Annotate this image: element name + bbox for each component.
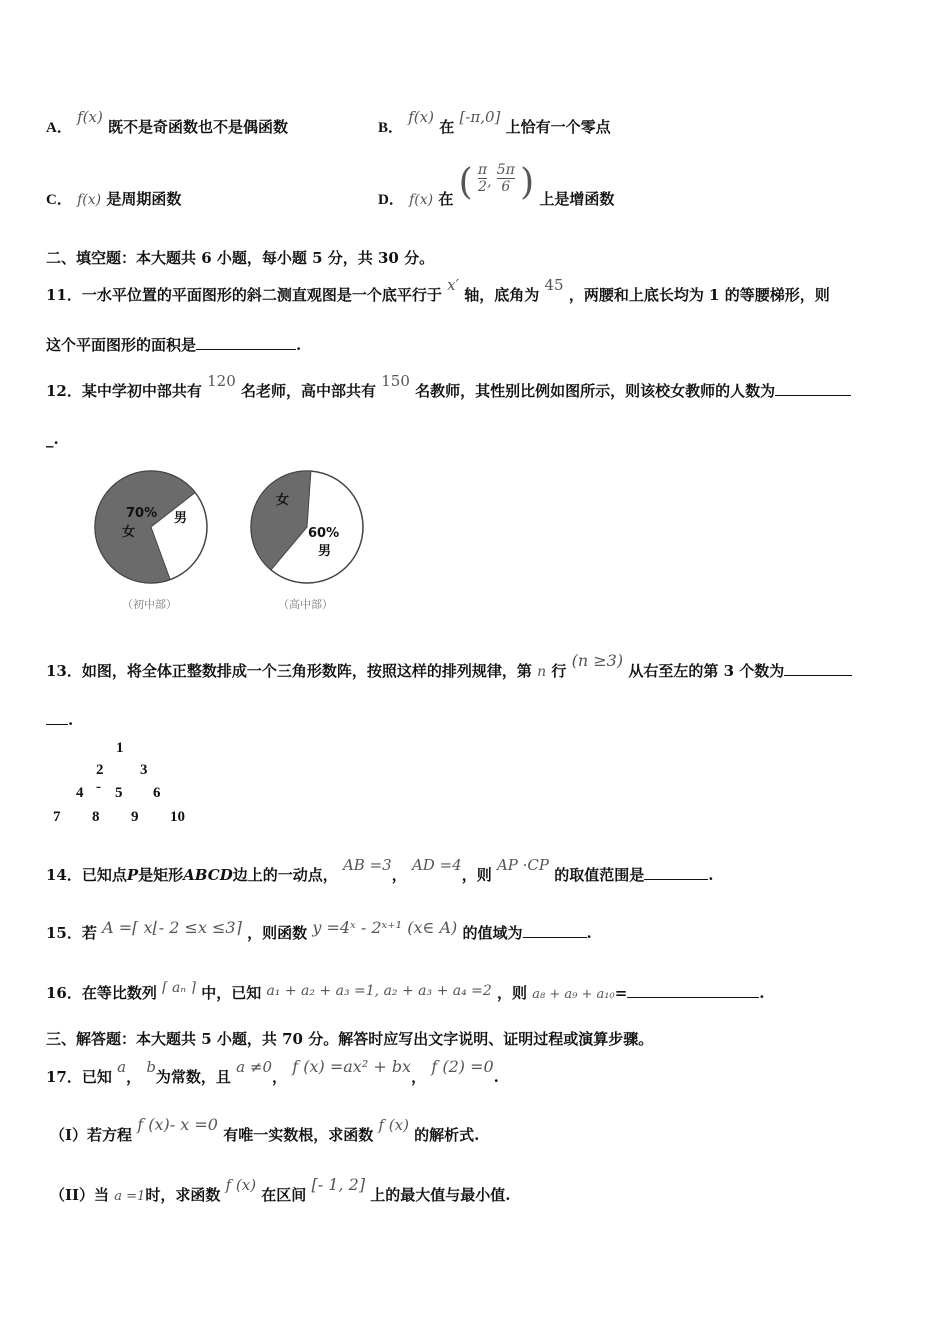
q17-1-fx: f (x) xyxy=(378,1116,409,1134)
q15-text-2: ，则函数 xyxy=(247,924,308,942)
q14-abcd: ABCD xyxy=(183,866,233,884)
q16-target: a₈ + a₉ + a₁₀ xyxy=(532,987,615,1002)
option-b-label: B． xyxy=(378,120,404,136)
q17-fx: f (x) =ax² + bx xyxy=(292,1057,412,1076)
tri-5: 5 xyxy=(115,785,123,801)
q12-num-2: 150 xyxy=(381,372,410,390)
q14-text-5: 的取值范围是 xyxy=(554,866,645,884)
q17-text-1: 17．已知 xyxy=(46,1068,112,1086)
q12-num-1: 120 xyxy=(207,372,236,390)
q17-2-text-2: 时，求函数 xyxy=(145,1186,221,1204)
question-17-part-2 xyxy=(50,1175,511,1205)
section-3-heading: 三、解答题：本大题共 5 小题，共 70 分。解答时应写出文字说明、证明过程或演算步骤。 xyxy=(46,1030,654,1048)
question-11 xyxy=(46,276,830,305)
section-2-heading: 二、填空题：本大题共 6 小题，每小题 5 分，共 30 分。 xyxy=(46,249,435,267)
q16-eq: = xyxy=(614,984,628,1002)
q13-end: . xyxy=(68,711,74,729)
q12-text-3: 名教师，其性别比例如图所示，则该校女教师的人数为 xyxy=(415,382,776,400)
q14-end: . xyxy=(708,866,714,884)
q13-text-1: 13．如图，将全体正整数排成一个三角形数阵，按照这样的排列规律，第 xyxy=(46,662,532,680)
option-c xyxy=(46,188,181,209)
q13-answer-blank-1[interactable] xyxy=(784,661,852,676)
q17-1-equation: f (x)- x =0 xyxy=(137,1115,218,1134)
option-c-text: 是周期函数 xyxy=(106,190,182,208)
q11-end: . xyxy=(296,336,302,354)
q15-function: y =4ˣ - 2ˣ⁺¹ xyxy=(312,918,403,937)
q17-1-text-3: 的解析式. xyxy=(414,1126,480,1144)
q11-angle: 45 xyxy=(544,276,564,294)
q14-text-1: 14．已知点 xyxy=(46,866,127,884)
q14-ab: AB =3 xyxy=(342,856,392,874)
question-17 xyxy=(46,1057,499,1087)
q16-text-1: 16．在等比数列 xyxy=(46,984,157,1002)
q17-a: a xyxy=(117,1058,127,1076)
tri-9: 9 xyxy=(131,809,139,825)
question-13 xyxy=(46,651,852,681)
pie-chart-senior xyxy=(246,470,376,590)
question-11-line-2 xyxy=(46,334,301,355)
q13-n: n xyxy=(537,664,547,680)
q17-comma-3: ， xyxy=(411,1068,427,1086)
pie1-big-label: 女 xyxy=(122,525,136,540)
option-b-interval: [-π,0] xyxy=(459,108,501,126)
q17-2-interval: [- 1, 2] xyxy=(311,1175,366,1194)
q11-text-2: 轴，底角为 xyxy=(464,286,540,304)
q16-end: . xyxy=(759,984,765,1002)
tri-3: 3 xyxy=(140,762,148,778)
frac2-num: 5π xyxy=(496,162,515,178)
q15-domain: (x∈ A) xyxy=(407,918,458,937)
q13-hang: 行 xyxy=(551,662,567,680)
tri-dash: - xyxy=(96,779,101,795)
q15-end: . xyxy=(586,924,592,942)
option-d-math: f(x) xyxy=(409,192,434,208)
option-c-label: C． xyxy=(46,192,72,208)
frac1-num: π xyxy=(477,162,488,178)
tri-6: 6 xyxy=(153,785,161,801)
q14-text-3: 边上的一动点， xyxy=(232,866,338,884)
q13-line-2 xyxy=(46,710,73,729)
q13-condition: (n ≥3) xyxy=(571,651,624,670)
pie2-big-pct: 60% xyxy=(308,526,340,541)
q17-2-text-4: 上的最大值与最小值. xyxy=(370,1186,511,1204)
pie2-small-label: 女 xyxy=(276,493,290,508)
q11-text-4: 这个平面图形的面积是 xyxy=(46,336,197,354)
option-a-math: f(x) xyxy=(77,108,103,126)
tri-1: 1 xyxy=(116,740,124,756)
q14-dot-product: AP ·CP xyxy=(496,856,549,874)
option-a-label: A． xyxy=(46,120,72,136)
option-b-math: f(x) xyxy=(408,108,434,126)
option-d-interval: ( $\frac{\pi}{2}$ , $\frac{5\pi}{6}$ ) xyxy=(458,162,535,203)
tri-8: 8 xyxy=(92,809,100,825)
frac1-den: 2 xyxy=(478,179,487,195)
q17-2-fx: f (x) xyxy=(225,1176,257,1194)
q17-2-a-eq-1: a =1 xyxy=(114,1189,146,1204)
q17-a-neq-0: a ≠0 xyxy=(236,1058,272,1076)
q14-comma: ， xyxy=(391,866,407,884)
q17-2-text-1: （II）当 xyxy=(50,1186,110,1204)
tri-10: 10 xyxy=(170,809,185,825)
q13-text-2: 从右至左的第 3 个数为 xyxy=(628,662,785,680)
q11-x-axis: x′ xyxy=(447,276,459,294)
q17-comma-1: ， xyxy=(126,1068,142,1086)
option-d xyxy=(378,162,614,212)
question-17-part-1 xyxy=(50,1115,480,1145)
pie1-big-pct: 70% xyxy=(126,506,158,521)
q14-answer-blank[interactable] xyxy=(644,865,708,880)
option-d-zai: 在 xyxy=(438,190,454,208)
q16-text-3: ，则 xyxy=(497,984,528,1002)
question-15 xyxy=(46,918,592,943)
q16-text-2: 中，已知 xyxy=(201,984,262,1002)
q16-sequence: ⌈ aₙ ⌉ xyxy=(162,980,196,996)
q13-answer-blank-2[interactable] xyxy=(46,710,68,725)
pie1-caption: （初中部） xyxy=(122,598,177,611)
pie-chart-junior xyxy=(90,470,220,590)
q17-1-text-2: 有唯一实数根，求函数 xyxy=(223,1126,374,1144)
option-b-zai: 在 xyxy=(439,118,455,136)
option-d-label: D． xyxy=(378,192,404,208)
question-16 xyxy=(46,982,765,1003)
q12-answer-blank[interactable] xyxy=(775,381,851,396)
q12-text-1: 12．某中学初中部共有 xyxy=(46,382,202,400)
q17-1-text-1: （I）若方程 xyxy=(50,1126,133,1144)
tri-4: 4 xyxy=(76,785,84,801)
q11-text-3: ，两腰和上底长均为 1 的等腰梯形，则 xyxy=(568,286,830,304)
pie2-caption: （高中部） xyxy=(278,598,333,611)
q15-text-1: 15．若 xyxy=(46,924,97,942)
option-c-math: f(x) xyxy=(77,192,102,208)
q16-condition: a₁ + a₂ + a₃ =1, a₂ + a₃ + a₄ =2 xyxy=(266,983,492,999)
q15-answer-blank[interactable] xyxy=(523,923,587,938)
q16-answer-blank[interactable] xyxy=(627,983,759,998)
option-d-text: 上是增函数 xyxy=(539,190,615,208)
frac2-den: 6 xyxy=(501,179,511,195)
q14-text-2: 是矩形 xyxy=(138,866,184,884)
q14-text-4: ，则 xyxy=(461,866,492,884)
question-12 xyxy=(46,372,851,401)
q14-ad: AD =4 xyxy=(411,856,462,874)
q11-text-1: 11．一水平位置的平面图形的斜二测直观图是一个底平行于 xyxy=(46,286,442,304)
q17-b: b xyxy=(146,1058,156,1076)
q14-point-p: P xyxy=(126,866,139,884)
q17-end: . xyxy=(493,1068,499,1086)
q15-set-a: A =⌈ x⌊- 2 ≤x ≤3⌉ xyxy=(102,918,242,937)
tri-2: 2 xyxy=(96,762,104,778)
tri-7: 7 xyxy=(53,809,61,825)
q17-text-2: 为常数，且 xyxy=(155,1068,231,1086)
q17-comma-2: ， xyxy=(272,1068,288,1086)
q12-text-2: 名老师，高中部共有 xyxy=(240,382,376,400)
option-a-text: 既不是奇函数也不是偶函数 xyxy=(108,118,289,136)
q17-f2: f (2) =0 xyxy=(431,1057,494,1076)
q12-end: _. xyxy=(46,430,59,448)
option-b xyxy=(378,108,611,137)
pie2-big-label: 男 xyxy=(318,544,332,559)
pie1-small-label: 男 xyxy=(174,511,188,526)
option-b-text: 上恰有一个零点 xyxy=(505,118,611,136)
q11-answer-blank[interactable] xyxy=(196,335,296,350)
q15-text-3: 的值域为 xyxy=(462,924,523,942)
q17-2-text-3: 在区间 xyxy=(261,1186,307,1204)
option-a xyxy=(46,108,289,137)
question-14 xyxy=(46,856,714,885)
